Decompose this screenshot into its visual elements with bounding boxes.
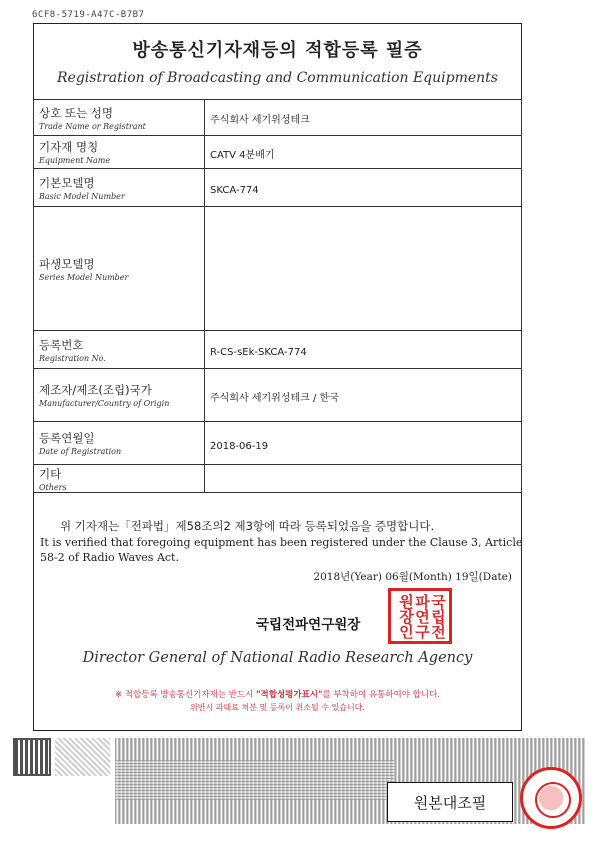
row-label-en: Others [39, 482, 67, 492]
row-label-ko: 제조자/제조(조립)국가 [39, 383, 152, 397]
document-id: 6CF8-5719-A47C-B7B7 [32, 10, 145, 20]
table-row [34, 100, 522, 136]
basic-model-value: SKCA-774 [210, 185, 259, 196]
table-row [34, 207, 522, 331]
qr-code [13, 738, 51, 776]
row-label-en: Series Model Number [39, 272, 129, 282]
row-label-ko: 등록연월일 [39, 431, 95, 445]
row-label-en: Manufacturer/Country of Origin [39, 399, 170, 408]
row-label-en: Registration No. [39, 353, 106, 363]
registration-date-value: 2018-06-19 [210, 440, 269, 452]
registration-table [33, 99, 522, 493]
equipment-name-value: CATV 4분배기 [210, 149, 275, 161]
row-label-ko: 기자재 명칭 [39, 140, 99, 154]
statement-korean: 위 기자재는「전파법」제58조의2 제3항에 따라 등록되었음을 증명합니다. [60, 519, 435, 533]
table-row [34, 422, 522, 465]
notice-prefix: ※ 적합등록 방송통신기자재는 반드시 [114, 690, 257, 700]
official-seal [388, 588, 452, 644]
row-label-ko: 상호 또는 성명 [39, 105, 113, 120]
statement-english: It is verified that foregoing equipment has been registered under the Clause 3, Article 58-2 of Radio Waves Act. [40, 536, 523, 564]
title-english: Registration of Broadcasting and Communication Equipments [57, 70, 498, 86]
row-label-ko: 등록번호 [39, 337, 84, 352]
issue-date: 2018년(Year) 06월(Month) 19일(Date) [313, 571, 512, 583]
notice-suffix: 를 부착하여 유통하여야 합니다. [322, 690, 440, 700]
notice-emphasis: "적합성평가표시" [256, 690, 323, 700]
notice-line-1 [33, 688, 522, 700]
table-row [34, 331, 522, 369]
table-row [34, 465, 522, 493]
issuer-english: Director General of National Radio Research Agency [82, 650, 473, 666]
red-seal-stamp [520, 767, 582, 829]
row-label-ko: 기타 [39, 466, 62, 481]
security-barcode-pattern [115, 760, 395, 800]
seal-text: 국립전파연구원장인 [397, 593, 447, 639]
table-row [34, 136, 522, 169]
issuer-korean: 국립전파연구원장 [256, 617, 361, 633]
copy-verified-stamp: 원본대조필 [387, 782, 513, 822]
manufacturer-value: 주식회사 세기위성테크 / 한국 [210, 392, 339, 404]
row-label-ko: 기본모델명 [39, 175, 95, 190]
table-row [34, 169, 522, 207]
row-label-en: Basic Model Number [39, 191, 125, 201]
security-pattern [55, 738, 110, 776]
notice-line-2: 위반시 과태료 처분 및 등록이 취소될 수 있습니다. [190, 703, 365, 712]
row-label-en: Equipment Name [39, 156, 111, 165]
row-label-ko: 파생모델명 [39, 256, 95, 271]
table-row [34, 369, 522, 422]
registration-number-value: R-CS-sEk-SKCA-774 [210, 347, 307, 358]
title-korean: 방송통신기자재등의 적합등록 필증 [132, 40, 423, 61]
trade-name-value: 주식회사 세기위성테크 [210, 115, 310, 126]
row-label-en: Trade Name or Registrant [39, 121, 146, 131]
row-label-en: Date of Registration [39, 447, 122, 456]
